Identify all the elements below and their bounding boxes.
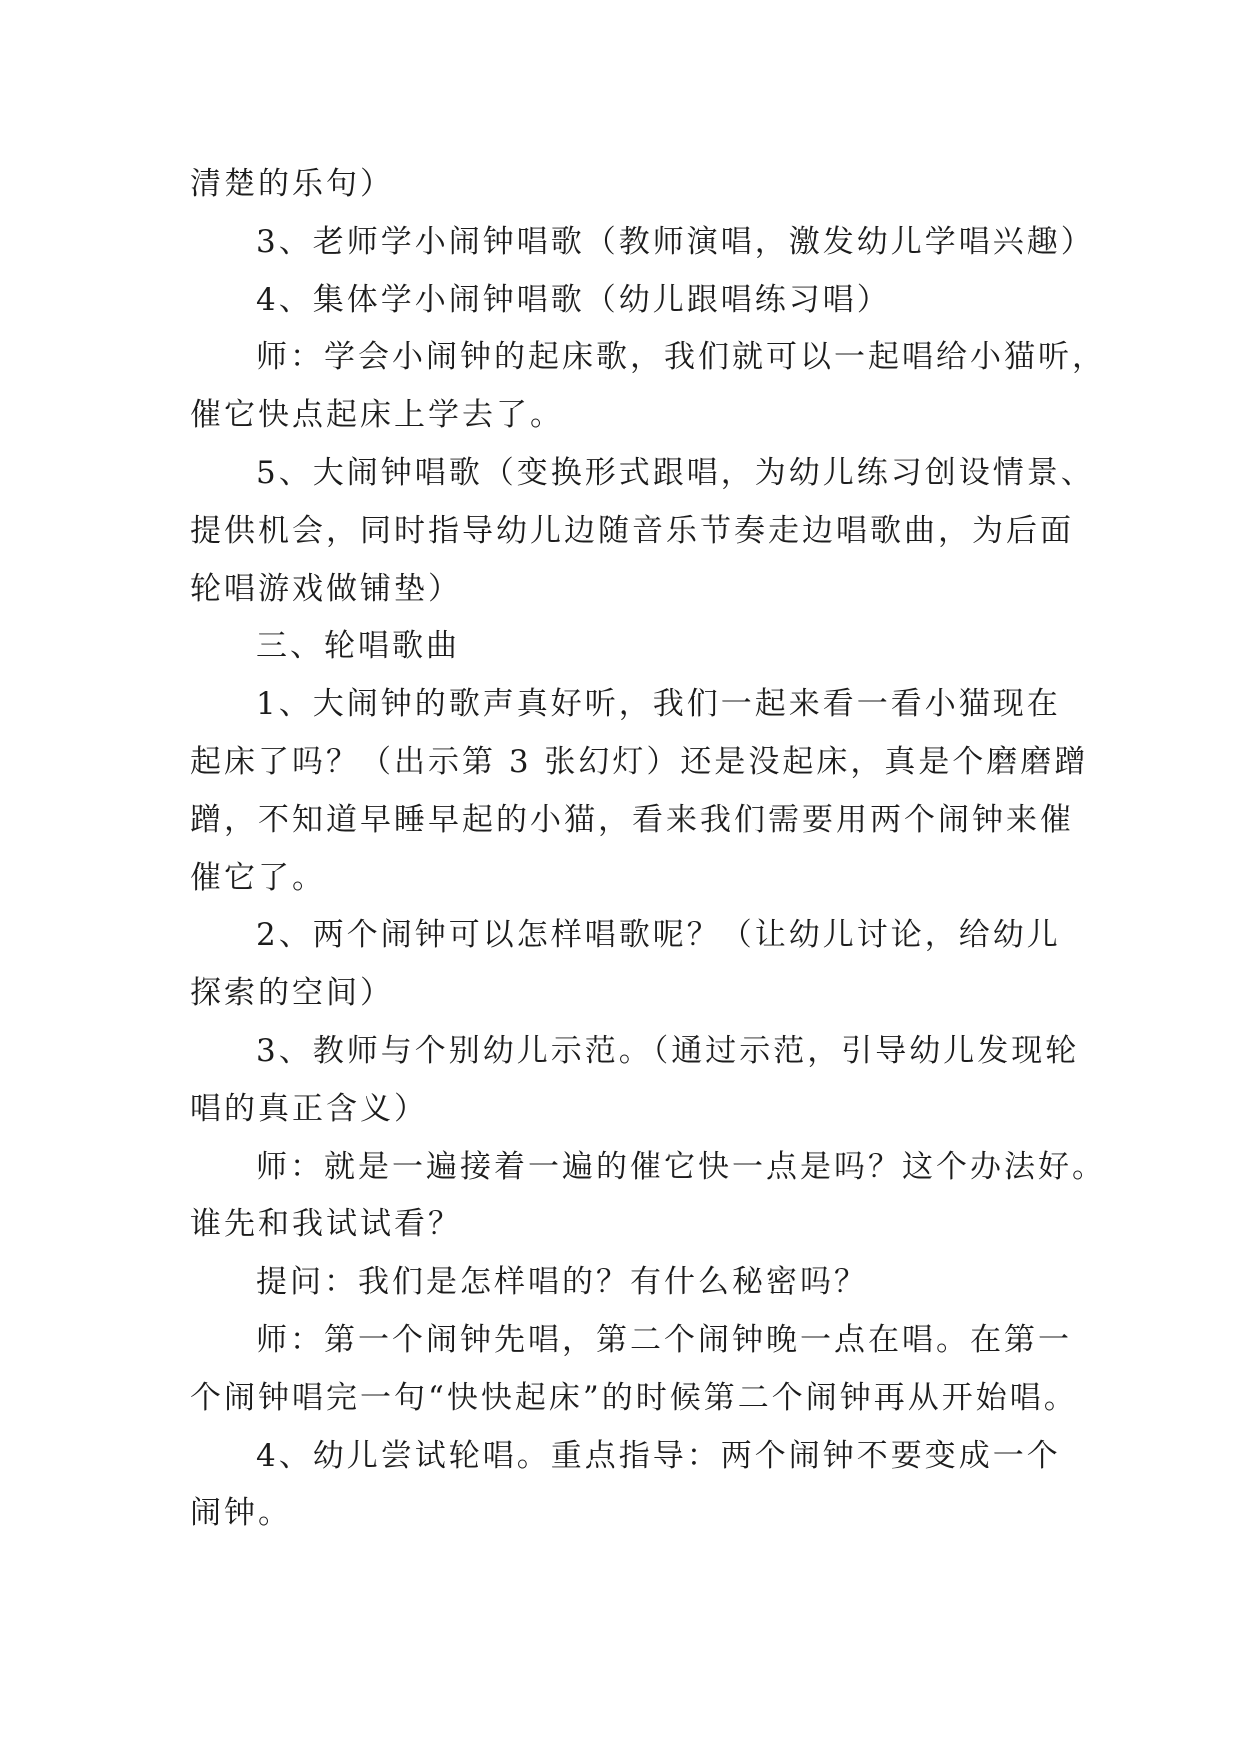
text-line: 师：第一个闹钟先唱，第二个闹钟晚一点在唱。在第一 [256,1321,1072,1358]
text-line: 探索的空间） [190,975,394,1012]
text-line: 1、大闹钟的歌声真好听，我们一起来看一看小猫现在 [256,686,1061,723]
text-line: 三、轮唱歌曲 [256,628,460,665]
text-line: 个闹钟唱完一句“快快起床”的时候第二个闹钟再从开始唱。 [190,1379,1078,1416]
text-line: 5、大闹钟唱歌（变换形式跟唱，为幼儿练习创设情景、 [256,454,1095,491]
text-line: 提供机会，同时指导幼儿边随音乐节奏走边唱歌曲，为后面 [190,512,1074,549]
text-line: 3、老师学小闹钟唱歌（教师演唱，激发幼儿学唱兴趣） [256,223,1095,260]
text-line: 3、教师与个别幼儿示范。（通过示范，引导幼儿发现轮 [256,1032,1080,1069]
text-line: 蹭，不知道早睡早起的小猫，看来我们需要用两个闹钟来催 [190,801,1074,838]
text-line: 催它了。 [190,859,326,896]
text-line: 轮唱游戏做铺垫） [190,570,462,607]
text-line: 催它快点起床上学去了。 [190,397,564,434]
document-body [190,156,1106,1543]
text-line: 2、两个闹钟可以怎样唱歌呢？（让幼儿讨论，给幼儿 [256,917,1061,954]
text-line: 提问：我们是怎样唱的？有什么秘密吗？ [256,1264,868,1301]
text-line: 师：就是一遍接着一遍的催它快一点是吗？这个办法好。 [256,1148,1106,1185]
text-line: 师：学会小闹钟的起床歌，我们就可以一起唱给小猫听， [256,339,1106,376]
text-line: 4、幼儿尝试轮唱。重点指导：两个闹钟不要变成一个 [256,1437,1061,1474]
text-line: 闹钟。 [190,1495,292,1532]
text-line: 唱的真正含义） [190,1090,428,1127]
text-line: 起床了吗？（出示第 3 张幻灯）还是没起床，真是个磨磨蹭 [190,743,1089,780]
text-line: 4、集体学小闹钟唱歌（幼儿跟唱练习唱） [256,281,891,318]
text-line: 谁先和我试试看？ [190,1206,462,1243]
text-line: 清楚的乐句） [190,166,394,202]
